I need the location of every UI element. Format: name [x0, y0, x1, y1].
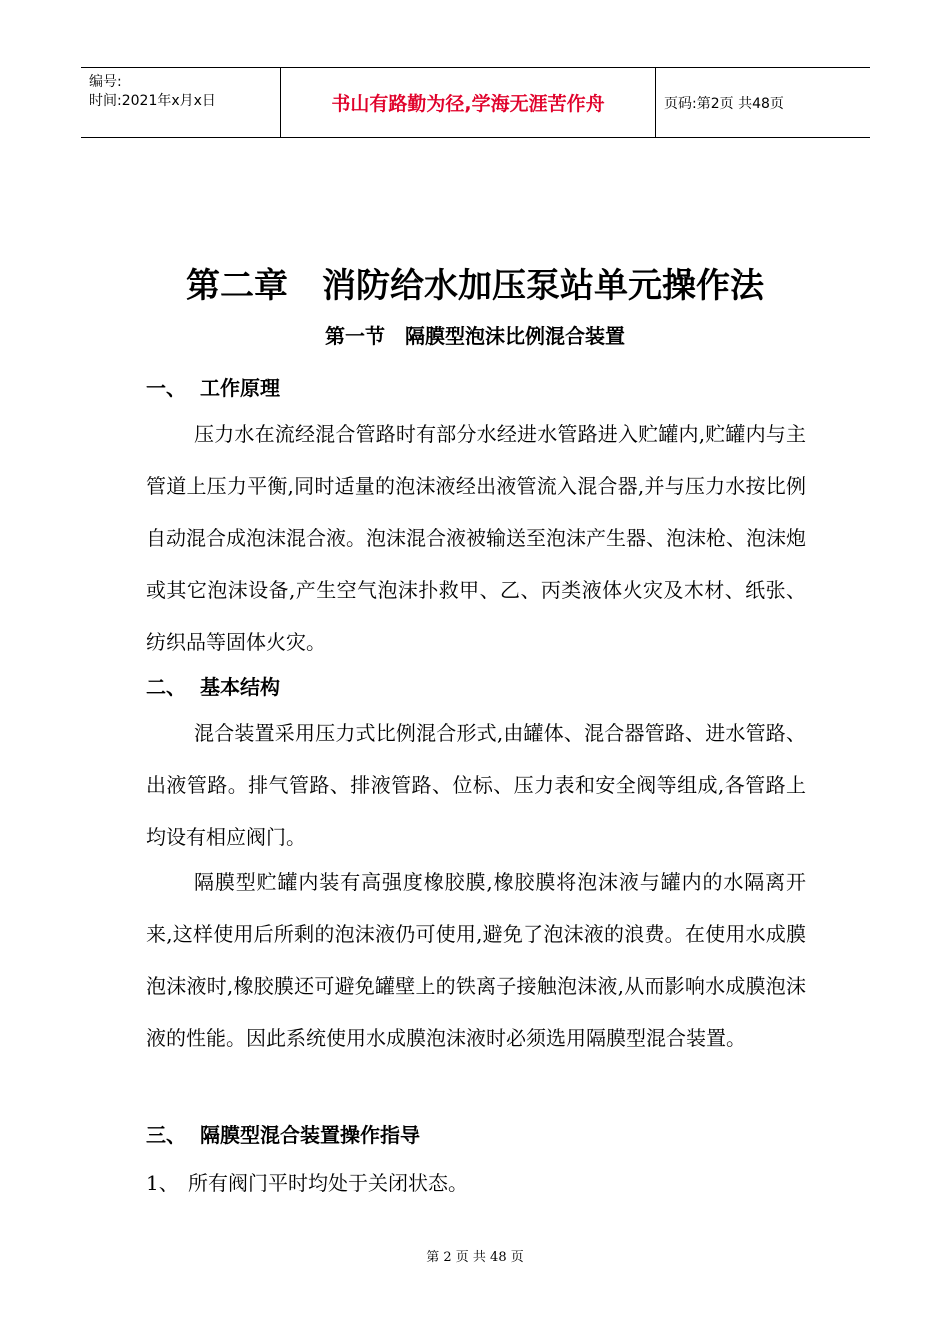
heading-text: 工作原理	[200, 376, 280, 400]
motto: 书山有路勤为径,学海无涯苦作舟	[331, 93, 605, 115]
paragraph: 压力水在流经混合管路时有部分水经进水管路进入贮罐内,贮罐内与主管道上压力平衡,同时适量的泡沫液经出液管流入混合器,并与压力水按比例自动混合成泡沫混合液。泡沫混合液被输送至泡沫产生器、泡沫枪、泡沫炮或其它泡沫设备,产生空气泡沫扑救甲、乙、丙类液体火灾及木材、纸张、纺织品等固体火灾。	[146, 422, 806, 654]
list-item	[146, 1167, 468, 1196]
page-header	[81, 67, 870, 138]
heading-number: 二、	[146, 675, 186, 699]
heading-3	[146, 1119, 420, 1148]
date-label: 时间:2021年x月x日	[89, 93, 216, 109]
page-footer: 第 2 页 共 48 页	[426, 1250, 524, 1265]
item-number: 1、	[146, 1171, 179, 1195]
chapter-title: 第二章 消防给水加压泵站单元操作法	[186, 266, 764, 306]
page-info: 页码:第2页 共48页	[664, 95, 784, 112]
heading-number: 三、	[146, 1123, 186, 1147]
item-text: 所有阀门平时均处于关闭状态。	[188, 1171, 468, 1195]
heading-text: 基本结构	[200, 675, 280, 699]
heading-text: 隔膜型混合装置操作指导	[200, 1123, 420, 1147]
header-page-cell	[656, 68, 870, 137]
header-motto-cell	[281, 68, 656, 137]
heading-1	[146, 372, 280, 401]
header-meta	[81, 68, 281, 137]
paragraph: 隔膜型贮罐内装有高强度橡胶膜,橡胶膜将泡沫液与罐内的水隔离开来,这样使用后所剩的泡沫液仍可使用,避免了泡沫液的浪费。在使用水成膜泡沫液时,橡胶膜还可避免罐壁上的铁离子接触泡沫液,从而影响水成膜泡沫液的性能。因此系统使用水成膜泡沫液时必须选用隔膜型混合装置。	[146, 870, 806, 1050]
heading-number: 一、	[146, 376, 186, 400]
section-title: 第一节 隔膜型泡沫比例混合装置	[325, 324, 625, 348]
number-label: 编号:	[89, 74, 122, 90]
paragraph: 混合装置采用压力式比例混合形式,由罐体、混合器管路、进水管路、出液管路。排气管路、排液管路、位标、压力表和安全阀等组成,各管路上均设有相应阀门。	[146, 721, 806, 849]
heading-2	[146, 671, 280, 700]
